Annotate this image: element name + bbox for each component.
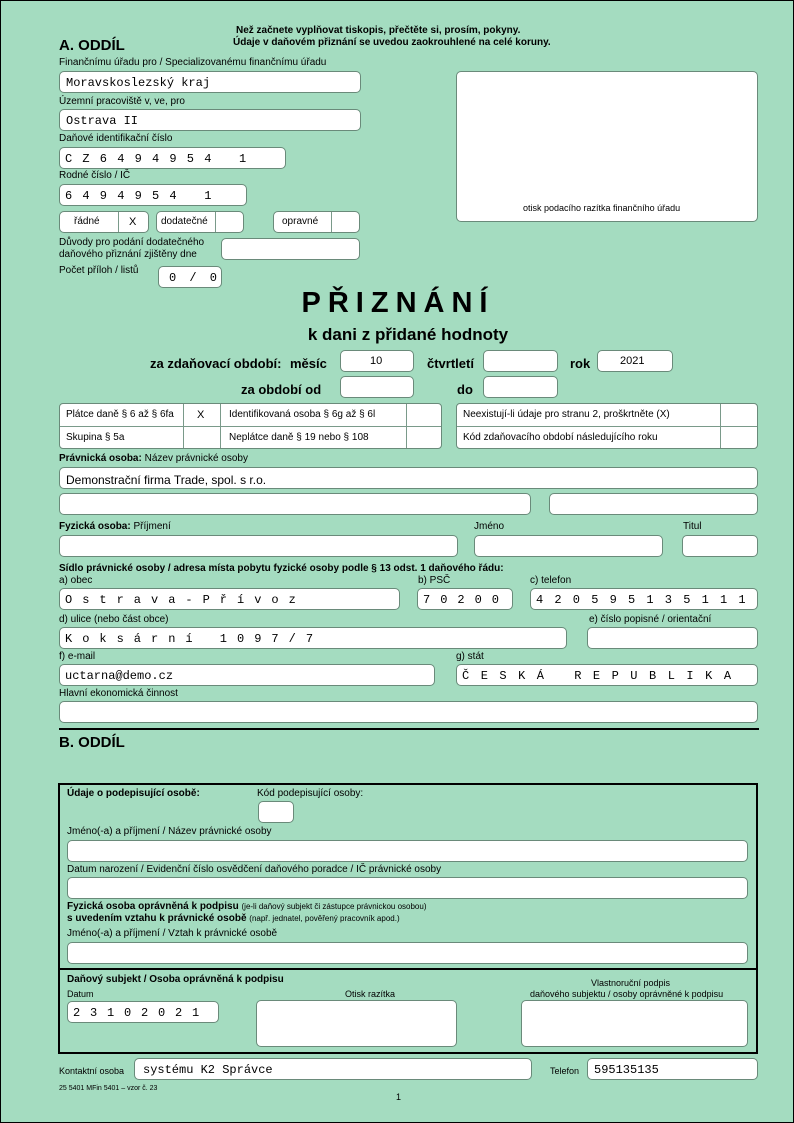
- email-value: uctarna@demo.cz: [65, 669, 174, 683]
- instructions-line-1: Než začnete vyplňovat tiskopis, přečtěte si, prosím, pokyny.: [236, 25, 521, 36]
- telefon-field[interactable]: [530, 588, 758, 610]
- radne-mark: X: [129, 216, 137, 228]
- section-b-title: B. ODDÍL: [59, 734, 125, 751]
- from-label: za období od: [241, 382, 322, 397]
- stat-label: g) stát: [456, 651, 484, 662]
- page-number: 1: [396, 1092, 402, 1102]
- kod-podepisujici-field[interactable]: [258, 801, 294, 823]
- datum-field[interactable]: [67, 1001, 219, 1023]
- obec-label: a) obec: [59, 575, 93, 586]
- period-label: za zdaňovací období:: [150, 356, 282, 371]
- psc-label: b) PSČ: [418, 575, 451, 586]
- fyzicka-label: Fyzická osoba: Příjmení: [59, 521, 171, 532]
- jmeno-field[interactable]: [474, 535, 663, 557]
- radne-label: řádné: [74, 216, 100, 227]
- form-code: 25 5401 MFin 5401 – vzor č. 23: [59, 1085, 158, 1092]
- opravnena-label: Fyzická osoba oprávněná k podpisu (je-li daňový subjekt či zástupce právnickou osobou): [67, 901, 427, 912]
- jmeno-label: Jméno: [474, 521, 505, 532]
- platce-label: Plátce daně § 6 až § 6fa: [66, 409, 174, 420]
- form-subtitle: k dani z přidané hodnoty: [307, 325, 509, 344]
- pravnicka-label: Právnická osoba: Název právnické osoby: [59, 453, 248, 464]
- uzemni-pracoviste-label: Územní pracoviště v, ve, pro: [59, 96, 185, 107]
- footer-telefon-field[interactable]: [587, 1058, 758, 1080]
- podepisujici-jmeno-label: Jméno(-a) a příjmení / Název právnické osoby: [67, 826, 272, 837]
- radne-checkbox[interactable]: [59, 211, 149, 233]
- cislo-field[interactable]: [587, 627, 758, 649]
- podepisujici-jmeno-field[interactable]: [67, 840, 748, 862]
- datum-narozeni-field[interactable]: [67, 877, 748, 899]
- cinnost-label: Hlavní ekonomická činnost: [59, 688, 178, 699]
- month-field[interactable]: [340, 350, 414, 372]
- psc-value: 70200: [423, 593, 510, 607]
- dodatecne-checkbox[interactable]: [156, 211, 244, 233]
- kontakt-label: Kontaktní osoba: [59, 1066, 125, 1076]
- section-b-inner-divider: [60, 968, 756, 970]
- titul-field[interactable]: [682, 535, 758, 557]
- financni-urad-field[interactable]: [59, 71, 361, 93]
- section-divider: [59, 728, 759, 730]
- ulice-value: Koksární 1097/7: [65, 632, 324, 646]
- stat-value: ČESKÁ REPUBLIKA: [462, 669, 743, 683]
- obec-value: Ostrava-Přívoz: [65, 593, 306, 607]
- subjekt-label: Daňový subjekt / Osoba oprávněná k podpisu: [67, 974, 284, 985]
- psc-field[interactable]: [417, 588, 513, 610]
- rodne-cislo-field[interactable]: [59, 184, 247, 206]
- datum-narozeni-label: Datum narození / Evidenční číslo osvědčení daňového poradce / IČ právnické osoby: [67, 864, 442, 875]
- telefon-label: c) telefon: [530, 575, 572, 586]
- kontakt-field[interactable]: [134, 1058, 532, 1080]
- neplatce-label: Neplátce daně § 19 nebo § 108: [229, 432, 369, 443]
- financni-urad-label: Finančnímu úřadu pro / Specializovanému finančnímu úřadu: [59, 57, 327, 68]
- additional-info-table: [456, 403, 758, 449]
- ulice-label: d) ulice (nebo část obce): [59, 614, 169, 625]
- rodne-cislo-label: Rodné číslo / IČ: [59, 170, 131, 181]
- radne-mark-cell: [118, 212, 148, 232]
- footer-telefon-value: 595135135: [594, 1063, 659, 1077]
- podpis-label-1: Vlastnoruční podpis: [591, 978, 671, 988]
- from-field[interactable]: [340, 376, 414, 398]
- kod-obdobi-label: Kód zdaňovacího období následujícího roku: [463, 432, 658, 443]
- telefon-value: 420595135111: [536, 593, 757, 607]
- podepisujici-label: Údaje o podepisující osobě:: [67, 788, 200, 799]
- to-label: do: [457, 382, 473, 397]
- obec-field[interactable]: [59, 588, 400, 610]
- cislo-label: e) číslo popisné / orientační: [589, 614, 712, 625]
- quarter-label: čtvrtletí: [427, 356, 474, 371]
- section-a-title: A. ODDÍL: [59, 37, 125, 54]
- duvody-label-1: Důvody pro podání dodatečného: [59, 237, 205, 248]
- stamp-box: [456, 71, 758, 222]
- stamp-label: otisk podacího razítka finančního úřadu: [523, 203, 681, 213]
- duvody-label-2: daňového přiznání zjištěny dne: [59, 249, 197, 260]
- financni-urad-value: Moravskoslezský kraj: [66, 76, 211, 90]
- jmeno-vztah-label: Jméno(-a) a příjmení / Vztah k právnické osobě: [67, 928, 278, 939]
- dodatecne-label: dodatečné: [161, 216, 208, 227]
- kontakt-value: systému K2 Správce: [143, 1063, 273, 1077]
- datum-value: 23102021: [73, 1006, 210, 1020]
- month-value: 10: [370, 355, 383, 367]
- datum-label: Datum: [67, 989, 94, 999]
- cinnost-field[interactable]: [59, 701, 758, 723]
- titul-label: Titul: [683, 521, 702, 532]
- year-label: rok: [570, 356, 591, 371]
- pravnicka-nazev-value: Demonstrační firma Trade, spol. s r.o.: [66, 473, 267, 487]
- neexistuji-label: Neexistují-li údaje pro stranu 2, proškrtněte (X): [463, 409, 670, 420]
- stat-field[interactable]: [456, 664, 758, 686]
- duvody-date-field[interactable]: [221, 238, 360, 260]
- skupina-label: Skupina § 5a: [66, 432, 125, 443]
- ulice-field[interactable]: [59, 627, 567, 649]
- uzemni-pracoviste-value: Ostrava II: [66, 114, 139, 128]
- razitko-label: Otisk razítka: [345, 989, 396, 999]
- pravnicka-nazev-field-2[interactable]: [59, 493, 531, 515]
- identifikovana-label: Identifikovaná osoba § 6g až § 6l: [229, 409, 376, 420]
- vztah-label: s uvedením vztahu k právnické osobě (např. jednatel, pověřený pracovník apod.): [67, 913, 400, 924]
- taxpayer-type-table: [59, 403, 442, 449]
- email-field[interactable]: [59, 664, 435, 686]
- sidlo-label: Sídlo právnické osoby / adresa místa pobytu fyzické osoby podle § 13 odst. 1 daňového řádu:: [59, 563, 504, 574]
- opravne-checkbox[interactable]: [273, 211, 360, 233]
- dic-value: CZ6494954 1: [65, 152, 257, 166]
- jmeno-vztah-field[interactable]: [67, 942, 748, 964]
- podpis-box: [521, 1000, 748, 1047]
- podpis-label-2: daňového subjektu / osoby oprávněné k podpisu: [530, 989, 724, 999]
- pravnicka-nazev-field-3[interactable]: [549, 493, 758, 515]
- dic-field[interactable]: [59, 147, 286, 169]
- dic-label: Daňové identifikační číslo: [59, 133, 173, 144]
- year-value: 2021: [620, 355, 645, 367]
- opravne-mark-cell: [331, 212, 359, 232]
- prilohy-label: Počet příloh / listů: [59, 265, 139, 276]
- month-label: měsíc: [290, 356, 327, 371]
- rodne-cislo-value: 6494954 1: [65, 189, 222, 203]
- prilohy-field[interactable]: [158, 266, 222, 288]
- dodatecne-mark-cell: [215, 212, 243, 232]
- prilohy-value: 0 / 0: [169, 271, 221, 285]
- email-label: f) e-mail: [59, 651, 96, 662]
- form-title: PŘIZNÁNÍ: [301, 287, 495, 319]
- footer-telefon-label: Telefon: [550, 1066, 580, 1076]
- uzemni-pracoviste-field[interactable]: [59, 109, 361, 131]
- prijmeni-field[interactable]: [59, 535, 458, 557]
- instructions-line-2: Údaje v daňovém přiznání se uvedou zaokrouhlené na celé koruny.: [233, 37, 551, 48]
- quarter-field[interactable]: [483, 350, 558, 372]
- year-field[interactable]: [597, 350, 673, 372]
- opravne-label: opravné: [282, 216, 319, 227]
- platce-mark[interactable]: X: [197, 409, 205, 421]
- kod-podepisujici-label: Kód podepisující osoby:: [257, 788, 364, 799]
- pravnicka-nazev-field[interactable]: [59, 467, 758, 489]
- razitko-box: [256, 1000, 457, 1047]
- to-field[interactable]: [483, 376, 558, 398]
